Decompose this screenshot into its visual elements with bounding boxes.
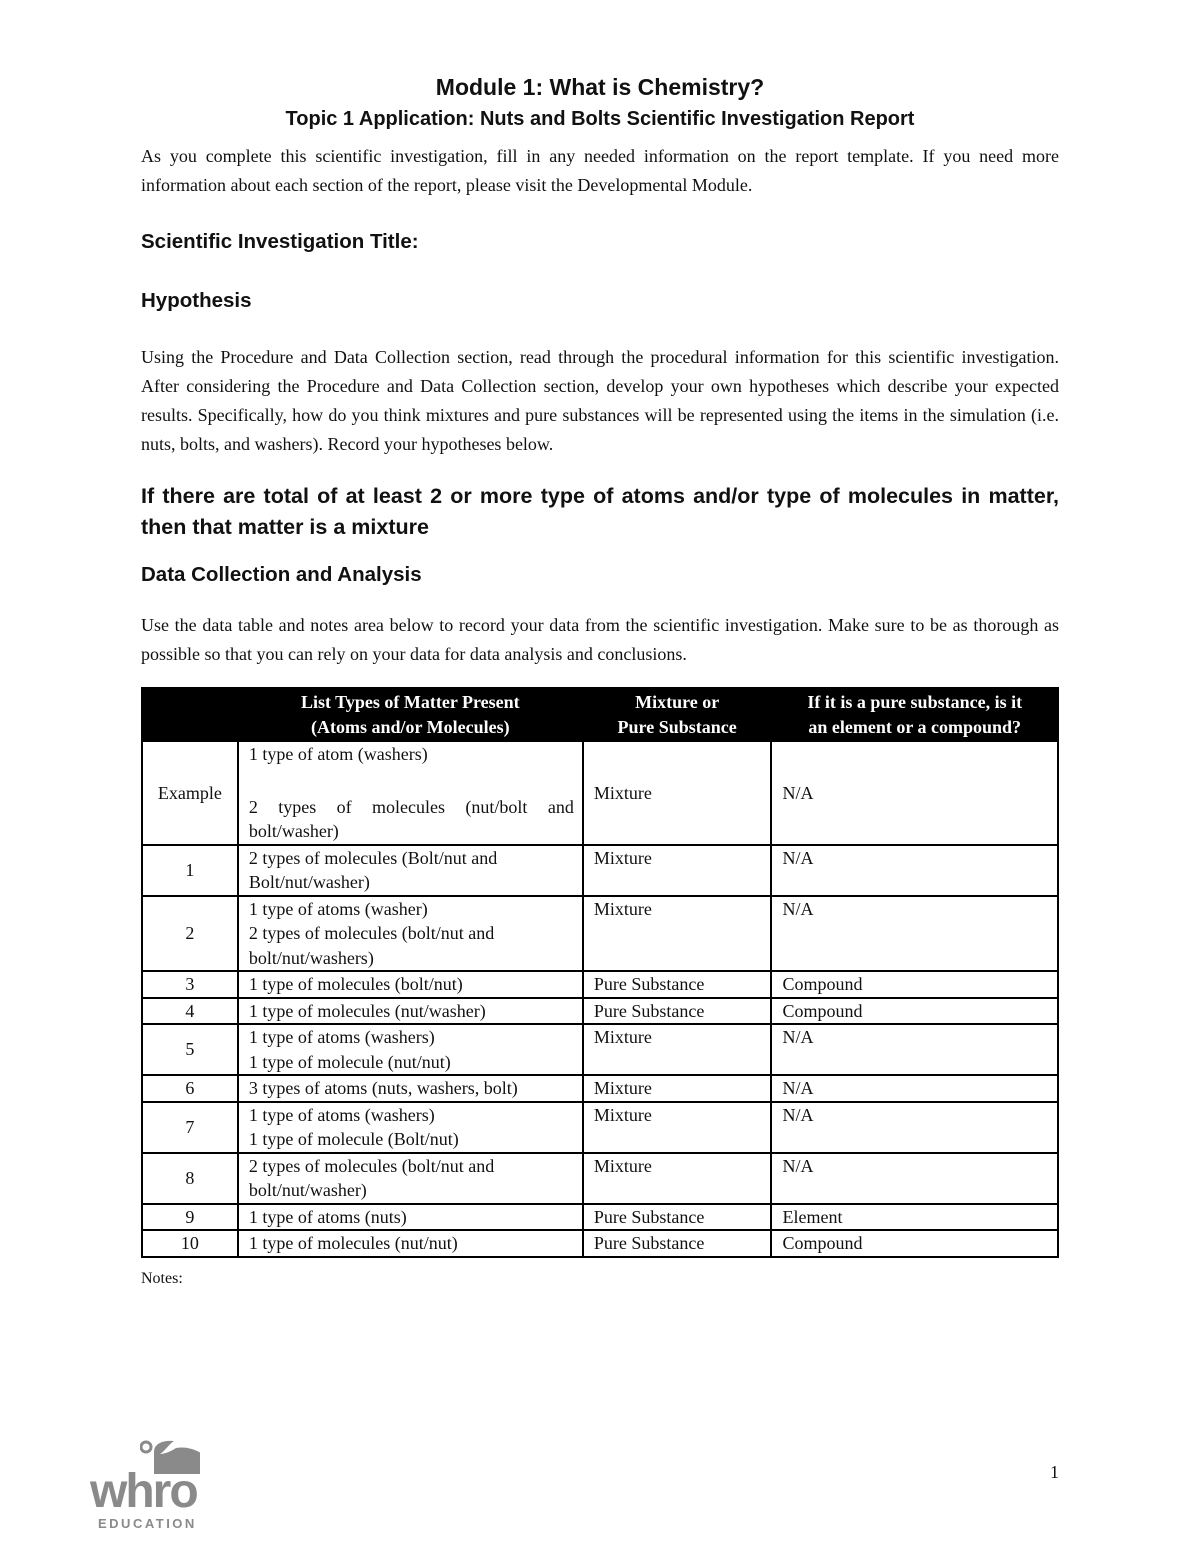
table-row bbox=[142, 896, 1058, 972]
header-classification: Mixture or Pure Substance bbox=[583, 688, 772, 741]
page-title: Module 1: What is Chemistry? bbox=[435, 74, 765, 100]
hypothesis-answer: If there are total of at least 2 or more type of atoms and/or type of molecules in matter, then that matter is a mixture bbox=[141, 484, 1059, 539]
row-number: 2 bbox=[142, 896, 238, 972]
example-matter-line1: 1 type of atom (washers) bbox=[248, 744, 428, 764]
example-matter-line2: 2 types of molecules (nut/bolt and bolt/washer) bbox=[248, 796, 574, 841]
hypothesis-instructions: Using the Procedure and Data Collection section, read through the procedural information for this scientific investigation. After considering the Procedure and Data Collection section, develop your own hypotheses which describe your expected results. Specifically, how do you think mixtures and pure substances will be represented using the items in the simulation (i.e. nuts, bolts, and washers). Record your hypotheses below. bbox=[141, 347, 1059, 454]
table-row bbox=[142, 1102, 1058, 1153]
example-matter bbox=[238, 741, 583, 845]
row-type: Element bbox=[771, 1204, 1058, 1231]
row-classification: Pure Substance bbox=[583, 971, 772, 998]
row-type: Compound bbox=[771, 998, 1058, 1025]
row-classification: Mixture bbox=[583, 1075, 772, 1102]
page-number: 1 bbox=[1050, 1462, 1059, 1482]
table-body bbox=[142, 741, 1058, 1257]
header-matter: List Types of Matter Present (Atoms and/or Molecules) bbox=[238, 688, 583, 741]
row-matter: 1 type of atoms (washers) 1 type of molecule (Bolt/nut) bbox=[238, 1102, 583, 1153]
logo-wordmark: whro bbox=[90, 1465, 197, 1518]
row-classification: Mixture bbox=[583, 1102, 772, 1153]
row-matter: 1 type of molecules (bolt/nut) bbox=[238, 971, 583, 998]
example-classification: Mixture bbox=[583, 741, 772, 845]
row-number: 6 bbox=[142, 1075, 238, 1102]
row-number: 8 bbox=[142, 1153, 238, 1204]
row-matter: 3 types of atoms (nuts, washers, bolt) bbox=[238, 1075, 583, 1102]
data-table bbox=[141, 687, 1059, 1258]
row-classification: Pure Substance bbox=[583, 1204, 772, 1231]
row-matter: 1 type of atoms (washer) 2 types of molecules (bolt/nut and bolt/nut/washers) bbox=[238, 896, 583, 972]
notes-label: Notes: bbox=[141, 1270, 183, 1287]
table-row bbox=[142, 998, 1058, 1025]
row-number: 5 bbox=[142, 1024, 238, 1075]
table-row bbox=[142, 971, 1058, 998]
report-page bbox=[141, 70, 1059, 1258]
table-header-row bbox=[142, 688, 1058, 741]
row-type: N/A bbox=[771, 1153, 1058, 1204]
row-classification: Mixture bbox=[583, 896, 772, 972]
example-label: Example bbox=[142, 741, 238, 845]
row-classification: Mixture bbox=[583, 845, 772, 896]
row-type: N/A bbox=[771, 845, 1058, 896]
row-type: N/A bbox=[771, 1075, 1058, 1102]
row-classification: Mixture bbox=[583, 1024, 772, 1075]
whro-education-logo bbox=[90, 1440, 215, 1535]
logo-subtext: EDUCATION bbox=[98, 1516, 197, 1531]
example-type: N/A bbox=[771, 741, 1058, 845]
row-type: Compound bbox=[771, 971, 1058, 998]
row-number: 4 bbox=[142, 998, 238, 1025]
data-collection-heading: Data Collection and Analysis bbox=[141, 563, 422, 586]
header-number bbox=[142, 688, 238, 741]
row-matter: 1 type of molecules (nut/nut) bbox=[238, 1230, 583, 1257]
row-type: N/A bbox=[771, 1024, 1058, 1075]
row-classification: Pure Substance bbox=[583, 1230, 772, 1257]
example-gap bbox=[249, 767, 574, 795]
table-row bbox=[142, 845, 1058, 896]
table-row bbox=[142, 1024, 1058, 1075]
row-type: Compound bbox=[771, 1230, 1058, 1257]
intro-paragraph: As you complete this scientific investigation, fill in any needed information on the report template. If you need more information about each section of the report, please visit the Developmental Module. bbox=[141, 146, 1059, 195]
investigation-title-label: Scientific Investigation Title: bbox=[141, 230, 419, 253]
row-classification: Mixture bbox=[583, 1153, 772, 1204]
table-row bbox=[142, 1075, 1058, 1102]
table-row bbox=[142, 1204, 1058, 1231]
row-number: 7 bbox=[142, 1102, 238, 1153]
example-row bbox=[142, 741, 1058, 845]
row-number: 9 bbox=[142, 1204, 238, 1231]
row-matter: 1 type of atoms (nuts) bbox=[238, 1204, 583, 1231]
row-number: 3 bbox=[142, 971, 238, 998]
table-row bbox=[142, 1230, 1058, 1257]
row-matter: 1 type of molecules (nut/washer) bbox=[238, 998, 583, 1025]
data-instructions: Use the data table and notes area below to record your data from the scientific investigation. Make sure to be as thorough as possible so that you can rely on your data for data analysis and conclusions. bbox=[141, 615, 1059, 664]
row-number: 10 bbox=[142, 1230, 238, 1257]
row-type: N/A bbox=[771, 1102, 1058, 1153]
table-row bbox=[142, 1153, 1058, 1204]
row-matter: 2 types of molecules (bolt/nut and bolt/nut/washer) bbox=[238, 1153, 583, 1204]
header-type: If it is a pure substance, is it an element or a compound? bbox=[771, 688, 1058, 741]
row-classification: Pure Substance bbox=[583, 998, 772, 1025]
row-type: N/A bbox=[771, 896, 1058, 972]
row-number: 1 bbox=[142, 845, 238, 896]
row-matter: 2 types of molecules (Bolt/nut and Bolt/nut/washer) bbox=[238, 845, 583, 896]
hypothesis-heading: Hypothesis bbox=[141, 289, 252, 312]
page-subtitle: Topic 1 Application: Nuts and Bolts Scientific Investigation Report bbox=[285, 108, 915, 130]
row-matter: 1 type of atoms (washers) 1 type of molecule (nut/nut) bbox=[238, 1024, 583, 1075]
